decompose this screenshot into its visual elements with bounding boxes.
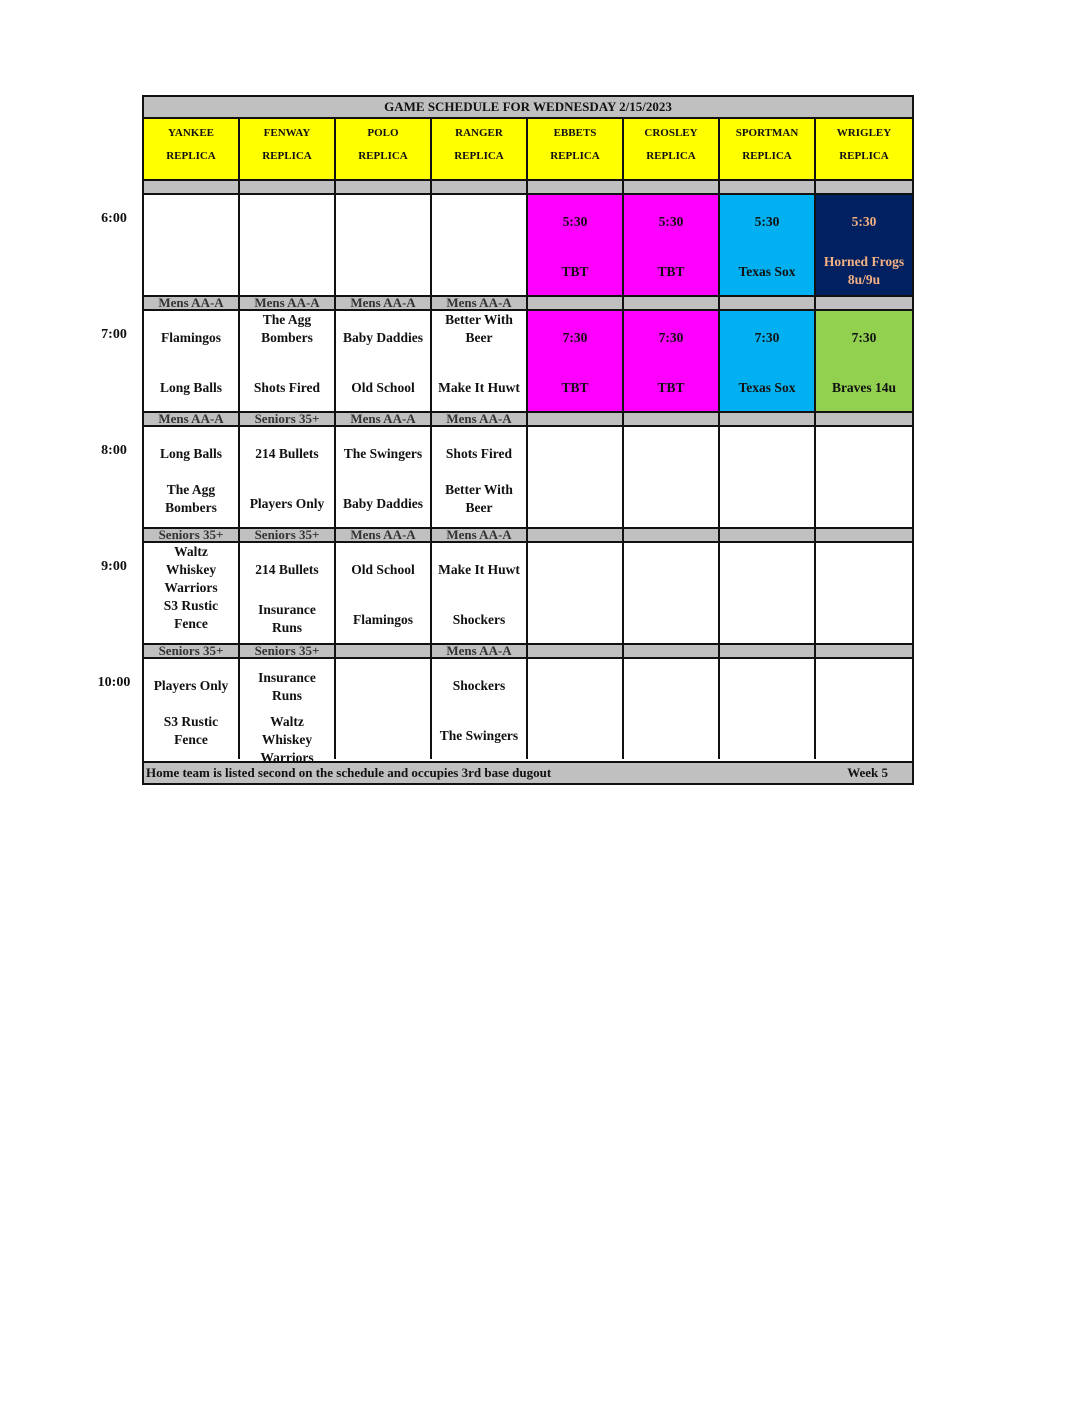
game-cell (144, 311, 240, 411)
field-header-ebbets (528, 119, 624, 179)
matchup-top: Long Balls (160, 446, 222, 461)
division-label (816, 529, 912, 541)
game-cell (144, 543, 240, 643)
matchup-bottom: Shots Fired (253, 380, 321, 395)
division-label: Mens AA-A (144, 413, 240, 425)
game-cell (432, 427, 528, 527)
field-name: RANGER (455, 127, 503, 139)
division-label (816, 297, 912, 309)
matchup-top: Shockers (452, 678, 506, 693)
matchup-top: 214 Bullets (255, 562, 319, 577)
matchup-bottom: Better With Beer (445, 482, 513, 515)
division-label: Mens AA-A (144, 297, 240, 309)
game-cell (720, 543, 816, 643)
game-cell (624, 659, 720, 759)
division-row (144, 179, 912, 195)
matchup-bottom: Flamingos (352, 612, 413, 627)
game-cell (624, 427, 720, 527)
division-label (528, 181, 624, 193)
matchup-top: 5:30 (851, 214, 877, 229)
matchup-bottom: Insurance Runs (258, 602, 316, 635)
game-cell (240, 311, 336, 411)
division-label (720, 413, 816, 425)
division-label: Mens AA-A (336, 297, 432, 309)
field-header-crosley (624, 119, 720, 179)
matchup-top: 7:30 (658, 330, 684, 345)
game-cell (816, 659, 912, 759)
matchup-top: Insurance Runs (258, 670, 316, 703)
division-label (528, 297, 624, 309)
division-label (816, 181, 912, 193)
division-label (816, 645, 912, 657)
division-label (432, 181, 528, 193)
matchup-top: Waltz Whiskey Warriors (164, 544, 218, 595)
field-header-wrigley (816, 119, 912, 179)
division-label (624, 645, 720, 657)
matchup-top: Shots Fired (445, 446, 513, 461)
field-name: YANKEE (167, 127, 215, 139)
game-cell (720, 427, 816, 527)
time-label: 8:00 (101, 443, 127, 458)
matchup-top: 5:30 (754, 214, 780, 229)
matchup-top: The Agg Bombers (261, 312, 313, 345)
division-label (720, 529, 816, 541)
division-label (336, 181, 432, 193)
game-cell (240, 427, 336, 527)
field-name: EBBETS (553, 127, 597, 139)
field-subtitle: REPLICA (742, 150, 792, 162)
field-name: FENWAY (263, 127, 311, 139)
matchup-bottom: Horned Frogs 8u/9u (823, 254, 905, 287)
division-label: Seniors 35+ (240, 529, 336, 541)
game-cell (624, 543, 720, 643)
division-label: Mens AA-A (432, 297, 528, 309)
game-cell (528, 311, 624, 411)
field-name: CROSLEY (644, 127, 698, 139)
game-cell (336, 427, 432, 527)
game-cell (816, 195, 912, 295)
division-row (144, 527, 912, 543)
week-label: Week 5 (847, 765, 888, 780)
field-header-polo (336, 119, 432, 179)
matchup-bottom: The Swingers (439, 728, 519, 743)
time-label: 7:00 (101, 327, 127, 342)
division-row (144, 295, 912, 311)
matchup-bottom: Texas Sox (738, 380, 796, 395)
game-cell (240, 543, 336, 643)
game-cell (720, 311, 816, 411)
division-row (144, 411, 912, 427)
game-cell (624, 195, 720, 295)
game-cell (336, 659, 432, 759)
division-label (528, 645, 624, 657)
division-label (240, 181, 336, 193)
field-header-fenway (240, 119, 336, 179)
time-label: 9:00 (101, 559, 127, 574)
division-label (144, 181, 240, 193)
game-cell (528, 659, 624, 759)
game-cell (816, 427, 912, 527)
division-label: Seniors 35+ (240, 645, 336, 657)
matchup-top: 5:30 (562, 214, 588, 229)
division-label (336, 645, 432, 657)
matchup-bottom: The Agg Bombers (165, 482, 217, 515)
field-subtitle: REPLICA (550, 150, 600, 162)
matchup-bottom: Make It Huwt (438, 380, 520, 395)
schedule-table (142, 95, 914, 785)
game-cell (816, 543, 912, 643)
matchup-bottom: TBT (561, 264, 589, 279)
game-cell (432, 543, 528, 643)
game-cell (144, 195, 240, 295)
game-cell (624, 311, 720, 411)
matchup-bottom: Long Balls (160, 380, 222, 395)
division-label: Mens AA-A (336, 413, 432, 425)
division-label: Seniors 35+ (144, 529, 240, 541)
division-row (144, 643, 912, 659)
footer-note: Home team is listed second on the schedule and occupies 3rd base dugout (146, 765, 552, 780)
field-subtitle: REPLICA (262, 150, 312, 162)
matchup-top: 7:30 (851, 330, 877, 345)
matchup-bottom: TBT (657, 264, 685, 279)
matchup-bottom: Players Only (249, 496, 325, 511)
matchup-bottom: S3 Rustic Fence (163, 598, 219, 631)
field-name: SPORTMAN (735, 127, 799, 139)
division-label (720, 181, 816, 193)
division-label: Mens AA-A (432, 645, 528, 657)
matchup-bottom: Braves 14u (831, 380, 897, 395)
division-label: Mens AA-A (432, 529, 528, 541)
game-cell (432, 195, 528, 295)
schedule-title: GAME SCHEDULE FOR WEDNESDAY 2/15/2023 (144, 97, 912, 119)
game-cell (336, 543, 432, 643)
matchup-top: 7:30 (754, 330, 780, 345)
matchup-top: Make It Huwt (438, 562, 520, 577)
field-name: POLO (367, 127, 399, 139)
game-cell (144, 659, 240, 759)
matchup-top: Old School (351, 562, 415, 577)
division-label: Seniors 35+ (240, 413, 336, 425)
matchup-bottom: TBT (657, 380, 685, 395)
field-header-yankee (144, 119, 240, 179)
matchup-bottom: Baby Daddies (343, 496, 423, 511)
matchup-top: 7:30 (562, 330, 588, 345)
game-cell (240, 195, 336, 295)
game-cell (432, 311, 528, 411)
game-cell (336, 195, 432, 295)
division-label: Seniors 35+ (144, 645, 240, 657)
field-header-ranger (432, 119, 528, 179)
matchup-bottom: Shockers (452, 612, 506, 627)
division-label (720, 297, 816, 309)
matchup-top: Flamingos (160, 330, 221, 345)
field-subtitle: REPLICA (358, 150, 408, 162)
field-name: WRIGLEY (836, 127, 892, 139)
game-cell (720, 659, 816, 759)
game-cell (432, 659, 528, 759)
time-label: 6:00 (101, 211, 127, 226)
game-cell (144, 427, 240, 527)
matchup-top: 5:30 (658, 214, 684, 229)
matchup-top: Players Only (153, 678, 229, 693)
division-label (720, 645, 816, 657)
matchup-top: Baby Daddies (343, 330, 423, 345)
division-label: Mens AA-A (336, 529, 432, 541)
division-label (528, 413, 624, 425)
matchup-top: The Swingers (343, 446, 423, 461)
matchup-bottom: Old School (351, 380, 415, 395)
matchup-bottom: Texas Sox (738, 264, 796, 279)
matchup-bottom: Waltz Whiskey Warriors (260, 714, 314, 765)
field-header-sportman (720, 119, 816, 179)
field-subtitle: REPLICA (646, 150, 696, 162)
game-cell (528, 195, 624, 295)
game-cell (720, 195, 816, 295)
time-label: 10:00 (97, 675, 131, 690)
matchup-top: Better With Beer (445, 312, 513, 345)
division-label (624, 413, 720, 425)
division-label: Mens AA-A (432, 413, 528, 425)
field-subtitle: REPLICA (839, 150, 889, 162)
game-cell (240, 659, 336, 765)
division-label (624, 297, 720, 309)
field-subtitle: REPLICA (166, 150, 216, 162)
matchup-bottom: S3 Rustic Fence (163, 714, 219, 747)
division-label: Mens AA-A (240, 297, 336, 309)
division-label (624, 529, 720, 541)
game-cell (816, 311, 912, 411)
division-label (624, 181, 720, 193)
game-cell (528, 427, 624, 527)
game-cell (528, 543, 624, 643)
division-label (528, 529, 624, 541)
matchup-bottom: TBT (561, 380, 589, 395)
game-cell (336, 311, 432, 411)
matchup-top: 214 Bullets (255, 446, 319, 461)
field-subtitle: REPLICA (454, 150, 504, 162)
division-label (816, 413, 912, 425)
